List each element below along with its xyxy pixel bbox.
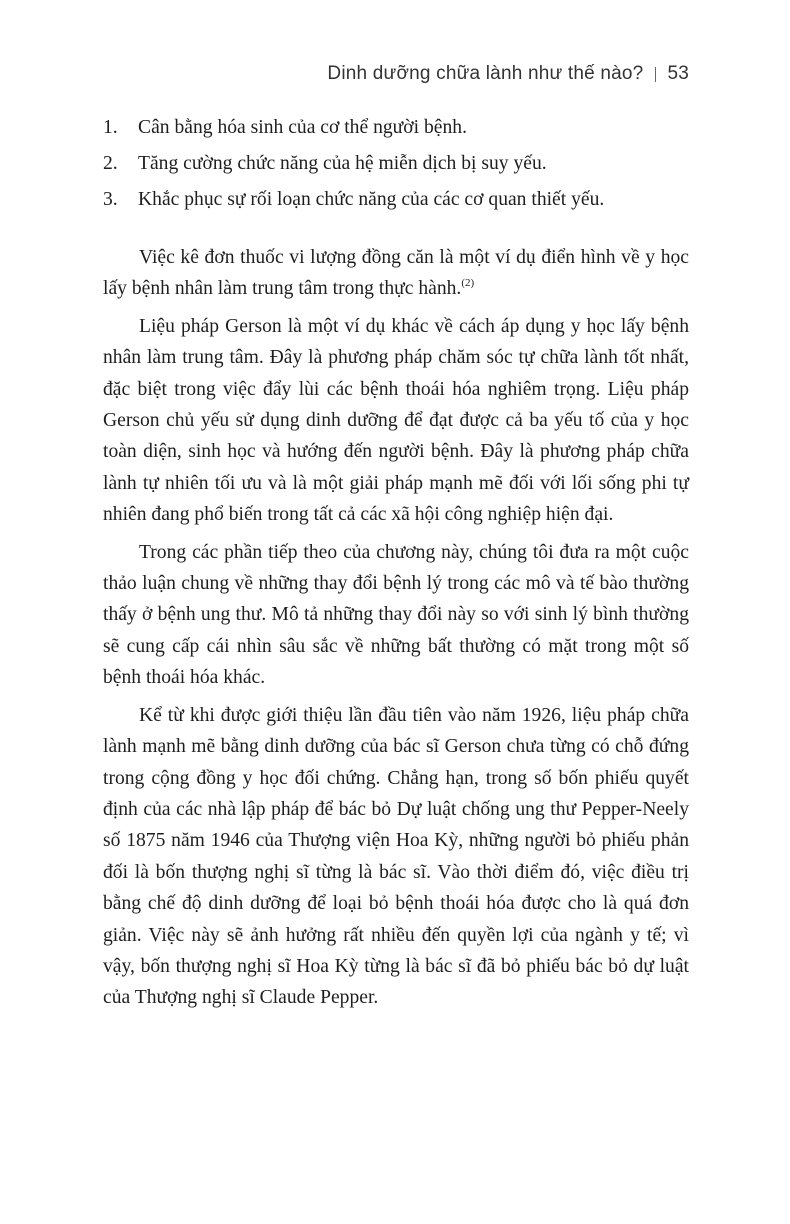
page-body	[103, 112, 689, 1020]
list-item-number: 2.	[103, 153, 118, 174]
list-item-text: Cân bằng hóa sinh của cơ thể người bệnh.	[138, 117, 467, 138]
list-item-text: Khắc phục sự rối loạn chức năng của các cơ quan thiết yếu.	[138, 189, 605, 210]
header-separator	[655, 67, 656, 82]
paragraph-gerson-therapy: Liệu pháp Gerson là một ví dụ khác về cách áp dụng y học lấy bệnh nhân làm trung tâm. Đây là phương pháp chăm sóc tự chữa lành tốt nhất, đặc biệt trong việc đẩy lùi các bệnh thoái hóa nghiêm trọng. Liệu pháp Gerson chủ yếu sử dụng dinh dưỡng để đạt được cả ba yếu tố của y học toàn diện, sinh học và hướng đến người bệnh. Đây là phương pháp chữa lành tự nhiên tối ưu và là một giải pháp mạnh mẽ đối với lối sống phi tự nhiên đang phổ biến trong tất cả các xã hội công nghiệp hiện đại.	[103, 315, 689, 526]
list-item	[103, 148, 689, 184]
paragraph-history: Kể từ khi được giới thiệu lần đầu tiên vào năm 1926, liệu pháp chữa lành mạnh mẽ bằng dinh dưỡng của bác sĩ Gerson chưa từng có chỗ đứng trong cộng đồng y học đối chứng. Chẳng hạn, trong số bốn phiếu quyết định của các nhà lập pháp để bác bỏ Dự luật chống ung thư Pepper-Neely số 1875 năm 1946 của Thượng viện Hoa Kỳ, những người bỏ phiếu phản đối là bốn thượng nghị sĩ từng là bác sĩ. Vào thời điểm đó, việc điều trị bằng chế độ dinh dưỡng để loại bỏ bệnh thoái hóa được cho là quá đơn giản. Việc này sẽ ảnh hưởng rất nhiều đến quyền lợi của ngành y tế; vì vậy, bốn thượng nghị sĩ Hoa Kỳ từng là bác sĩ đã bỏ phiếu bác bỏ dự luật của Thượng nghị sĩ Claude Pepper.	[103, 704, 689, 1009]
chapter-title: Dinh dưỡng chữa lành như thế nào?	[327, 63, 644, 84]
numbered-list	[103, 112, 689, 220]
footnote-reference[interactable]: (2)	[461, 277, 475, 290]
page-number: 53	[667, 63, 689, 84]
paragraph-homeopathy	[103, 242, 689, 305]
list-item	[103, 112, 689, 148]
list-item-number: 3.	[103, 189, 118, 210]
running-header	[327, 63, 689, 85]
list-item	[103, 184, 689, 220]
list-item-text: Tăng cường chức năng của hệ miễn dịch bị suy yếu.	[138, 153, 547, 174]
list-item-number: 1.	[103, 117, 118, 138]
paragraph-text: Việc kê đơn thuốc vi lượng đồng căn là một ví dụ điển hình về y học lấy bệnh nhân làm trung tâm trong thực hành.	[103, 247, 689, 300]
paragraph-pathology: Trong các phần tiếp theo của chương này, chúng tôi đưa ra một cuộc thảo luận chung về những thay đổi bệnh lý trong các mô và tế bào thường thấy ở bệnh ung thư. Mô tả những thay đổi này so với sinh lý bình thường sẽ cung cấp cái nhìn sâu sắc về những bất thường có mặt trong một số bệnh thoái hóa khác.	[103, 541, 689, 689]
